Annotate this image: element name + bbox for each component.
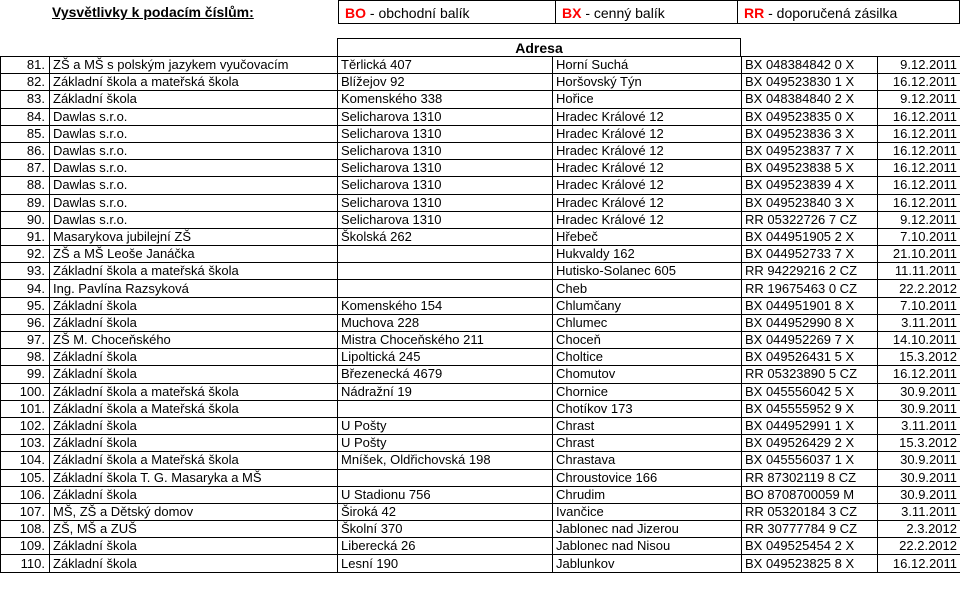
street-cell: Lesní 190 bbox=[338, 555, 553, 572]
street-cell: Blížejov 92 bbox=[338, 74, 553, 91]
tracking-code-cell: BX 049525454 2 X bbox=[742, 538, 878, 555]
row-number-cell: 100. bbox=[1, 383, 50, 400]
street-cell: Těrlická 407 bbox=[338, 57, 553, 74]
tracking-code-cell: RR 87302119 8 CZ bbox=[742, 469, 878, 486]
street-cell: Selicharova 1310 bbox=[338, 177, 553, 194]
tracking-code-cell: BX 044952733 7 X bbox=[742, 246, 878, 263]
city-cell: Horšovský Týn bbox=[553, 74, 742, 91]
tracking-code-cell: BX 044952991 1 X bbox=[742, 417, 878, 434]
recipient-name-cell: Dawlas s.r.o. bbox=[50, 108, 338, 125]
date-cell: 16.12.2011 bbox=[878, 142, 960, 159]
table-row bbox=[1, 452, 960, 469]
tracking-code-cell: BX 049523838 5 X bbox=[742, 160, 878, 177]
date-cell: 30.9.2011 bbox=[878, 452, 960, 469]
table-row bbox=[1, 177, 960, 194]
recipient-name-cell: Základní škola bbox=[50, 349, 338, 366]
date-cell: 30.9.2011 bbox=[878, 400, 960, 417]
table-row bbox=[1, 349, 960, 366]
tracking-code-cell: RR 05320184 3 CZ bbox=[742, 503, 878, 520]
row-number-cell: 106. bbox=[1, 486, 50, 503]
row-number-cell: 86. bbox=[1, 142, 50, 159]
table-row bbox=[1, 57, 960, 74]
tracking-code-cell: BX 045556042 5 X bbox=[742, 383, 878, 400]
city-cell: Hukvaldy 162 bbox=[553, 246, 742, 263]
tracking-code-cell: BX 049523837 7 X bbox=[742, 142, 878, 159]
row-number-cell: 91. bbox=[1, 228, 50, 245]
legend-label: - cenný balík bbox=[581, 5, 665, 21]
tracking-code-cell: BX 048384842 0 X bbox=[742, 57, 878, 74]
table-row bbox=[1, 246, 960, 263]
row-number-cell: 82. bbox=[1, 74, 50, 91]
city-cell: Chornice bbox=[553, 383, 742, 400]
street-cell: U Pošty bbox=[338, 435, 553, 452]
row-number-cell: 110. bbox=[1, 555, 50, 572]
row-number-cell: 109. bbox=[1, 538, 50, 555]
city-cell: Chotíkov 173 bbox=[553, 400, 742, 417]
street-cell: Mistra Choceňského 211 bbox=[338, 332, 553, 349]
street-cell: Selicharova 1310 bbox=[338, 194, 553, 211]
table-row bbox=[1, 555, 960, 572]
tracking-code-cell: RR 30777784 9 CZ bbox=[742, 521, 878, 538]
date-cell: 16.12.2011 bbox=[878, 160, 960, 177]
row-number-cell: 101. bbox=[1, 400, 50, 417]
street-cell: Březenecká 4679 bbox=[338, 366, 553, 383]
date-cell: 11.11.2011 bbox=[878, 263, 960, 280]
parcel-table bbox=[0, 56, 960, 573]
city-cell: Jablonec nad Nisou bbox=[553, 538, 742, 555]
table-row bbox=[1, 263, 960, 280]
table-row bbox=[1, 160, 960, 177]
recipient-name-cell: Základní škola T. G. Masaryka a MŠ bbox=[50, 469, 338, 486]
date-cell: 30.9.2011 bbox=[878, 486, 960, 503]
row-number-cell: 105. bbox=[1, 469, 50, 486]
tracking-code-cell: BX 044951905 2 X bbox=[742, 228, 878, 245]
recipient-name-cell: Dawlas s.r.o. bbox=[50, 160, 338, 177]
city-cell: Chlumčany bbox=[553, 297, 742, 314]
street-cell: Selicharova 1310 bbox=[338, 142, 553, 159]
city-cell: Chomutov bbox=[553, 366, 742, 383]
legend-code: BO bbox=[345, 5, 366, 21]
table-row bbox=[1, 194, 960, 211]
city-cell: Hřebeč bbox=[553, 228, 742, 245]
date-cell: 9.12.2011 bbox=[878, 57, 960, 74]
date-cell: 3.11.2011 bbox=[878, 417, 960, 434]
legend-label: - obchodní balík bbox=[366, 5, 470, 21]
legend-title: Vysvětlivky k podacím číslům: bbox=[52, 4, 254, 20]
tracking-code-cell: BO 8708700059 M bbox=[742, 486, 878, 503]
legend-code: BX bbox=[562, 5, 582, 21]
row-number-cell: 98. bbox=[1, 349, 50, 366]
date-cell: 21.10.2011 bbox=[878, 246, 960, 263]
city-cell: Jablunkov bbox=[553, 555, 742, 572]
table-row bbox=[1, 74, 960, 91]
recipient-name-cell: Dawlas s.r.o. bbox=[50, 125, 338, 142]
street-cell: Liberecká 26 bbox=[338, 538, 553, 555]
street-cell: Selicharova 1310 bbox=[338, 108, 553, 125]
street-cell: Lipoltická 245 bbox=[338, 349, 553, 366]
street-cell: Mníšek, Oldřichovská 198 bbox=[338, 452, 553, 469]
street-cell: Selicharova 1310 bbox=[338, 125, 553, 142]
row-number-cell: 102. bbox=[1, 417, 50, 434]
city-cell: Chrudim bbox=[553, 486, 742, 503]
street-cell: Muchova 228 bbox=[338, 314, 553, 331]
recipient-name-cell: Základní škola bbox=[50, 314, 338, 331]
table-row bbox=[1, 91, 960, 108]
recipient-name-cell: Základní škola bbox=[50, 555, 338, 572]
street-cell bbox=[338, 280, 553, 297]
recipient-name-cell: Základní škola a mateřská škola bbox=[50, 383, 338, 400]
date-cell: 7.10.2011 bbox=[878, 297, 960, 314]
date-cell: 16.12.2011 bbox=[878, 366, 960, 383]
date-cell: 15.3.2012 bbox=[878, 349, 960, 366]
street-cell: Komenského 338 bbox=[338, 91, 553, 108]
city-cell: Chrast bbox=[553, 417, 742, 434]
table-row bbox=[1, 486, 960, 503]
city-cell: Hradec Králové 12 bbox=[553, 177, 742, 194]
recipient-name-cell: Základní škola bbox=[50, 297, 338, 314]
date-cell: 30.9.2011 bbox=[878, 383, 960, 400]
table-row bbox=[1, 297, 960, 314]
table-row bbox=[1, 538, 960, 555]
row-number-cell: 107. bbox=[1, 503, 50, 520]
city-cell: Hradec Králové 12 bbox=[553, 142, 742, 159]
street-cell: Školní 370 bbox=[338, 521, 553, 538]
legend bbox=[0, 0, 960, 24]
city-cell: Hutisko-Solanec 605 bbox=[553, 263, 742, 280]
city-cell: Cheb bbox=[553, 280, 742, 297]
city-cell: Hradec Králové 12 bbox=[553, 125, 742, 142]
recipient-name-cell: Základní škola bbox=[50, 366, 338, 383]
row-number-cell: 84. bbox=[1, 108, 50, 125]
recipient-name-cell: ZŠ M. Choceňského bbox=[50, 332, 338, 349]
table-row bbox=[1, 125, 960, 142]
date-cell: 16.12.2011 bbox=[878, 125, 960, 142]
row-number-cell: 88. bbox=[1, 177, 50, 194]
row-number-cell: 89. bbox=[1, 194, 50, 211]
street-cell: Školská 262 bbox=[338, 228, 553, 245]
recipient-name-cell: Dawlas s.r.o. bbox=[50, 194, 338, 211]
date-cell: 16.12.2011 bbox=[878, 177, 960, 194]
table-row bbox=[1, 142, 960, 159]
recipient-name-cell: Ing. Pavlína Razsyková bbox=[50, 280, 338, 297]
recipient-name-cell: Základní škola a Mateřská škola bbox=[50, 400, 338, 417]
recipient-name-cell: Základní škola bbox=[50, 417, 338, 434]
tracking-code-cell: BX 049523840 3 X bbox=[742, 194, 878, 211]
city-cell: Chrast bbox=[553, 435, 742, 452]
street-cell: Selicharova 1310 bbox=[338, 160, 553, 177]
recipient-name-cell: Základní škola a Mateřská škola bbox=[50, 452, 338, 469]
row-number-cell: 99. bbox=[1, 366, 50, 383]
street-cell: Selicharova 1310 bbox=[338, 211, 553, 228]
tracking-code-cell: BX 049523825 8 X bbox=[742, 555, 878, 572]
recipient-name-cell: Základní škola bbox=[50, 91, 338, 108]
date-cell: 3.11.2011 bbox=[878, 314, 960, 331]
street-cell: U Pošty bbox=[338, 417, 553, 434]
tracking-code-cell: BX 049523839 4 X bbox=[742, 177, 878, 194]
date-cell: 22.2.2012 bbox=[878, 538, 960, 555]
recipient-name-cell: Základní škola bbox=[50, 538, 338, 555]
date-cell: 9.12.2011 bbox=[878, 91, 960, 108]
street-cell: Nádražní 19 bbox=[338, 383, 553, 400]
recipient-name-cell: Základní škola bbox=[50, 435, 338, 452]
table-row bbox=[1, 417, 960, 434]
tracking-code-cell: BX 049523836 3 X bbox=[742, 125, 878, 142]
tracking-code-cell: BX 044952990 8 X bbox=[742, 314, 878, 331]
table-row bbox=[1, 435, 960, 452]
street-cell bbox=[338, 469, 553, 486]
tracking-code-cell: RR 05323890 5 CZ bbox=[742, 366, 878, 383]
row-number-cell: 90. bbox=[1, 211, 50, 228]
recipient-name-cell: Masarykova jubilejní ZŠ bbox=[50, 228, 338, 245]
table-body bbox=[1, 57, 960, 573]
legend-item-bx bbox=[555, 0, 738, 24]
recipient-name-cell: Základní škola bbox=[50, 486, 338, 503]
city-cell: Hradec Králové 12 bbox=[553, 194, 742, 211]
recipient-name-cell: ZŠ a MŠ Leoše Janáčka bbox=[50, 246, 338, 263]
legend-item-bo bbox=[338, 0, 556, 24]
table-row bbox=[1, 469, 960, 486]
tracking-code-cell: BX 044951901 8 X bbox=[742, 297, 878, 314]
row-number-cell: 96. bbox=[1, 314, 50, 331]
tracking-code-cell: BX 045556037 1 X bbox=[742, 452, 878, 469]
row-number-cell: 81. bbox=[1, 57, 50, 74]
row-number-cell: 104. bbox=[1, 452, 50, 469]
row-number-cell: 95. bbox=[1, 297, 50, 314]
date-cell: 9.12.2011 bbox=[878, 211, 960, 228]
city-cell: Hořice bbox=[553, 91, 742, 108]
legend-item-rr bbox=[737, 0, 960, 24]
tracking-code-cell: BX 048384840 2 X bbox=[742, 91, 878, 108]
city-cell: Chroustovice 166 bbox=[553, 469, 742, 486]
street-cell: Široká 42 bbox=[338, 503, 553, 520]
city-cell: Ivančice bbox=[553, 503, 742, 520]
row-number-cell: 103. bbox=[1, 435, 50, 452]
recipient-name-cell: Dawlas s.r.o. bbox=[50, 211, 338, 228]
table-row bbox=[1, 521, 960, 538]
table-row bbox=[1, 280, 960, 297]
legend-label: - doporučená zásilka bbox=[764, 5, 898, 21]
recipient-name-cell: Základní škola a mateřská škola bbox=[50, 263, 338, 280]
row-number-cell: 108. bbox=[1, 521, 50, 538]
table-row bbox=[1, 314, 960, 331]
city-cell: Hradec Králové 12 bbox=[553, 211, 742, 228]
recipient-name-cell: ZŠ, MŠ a ZUŠ bbox=[50, 521, 338, 538]
city-cell: Choceň bbox=[553, 332, 742, 349]
street-cell bbox=[338, 246, 553, 263]
row-number-cell: 92. bbox=[1, 246, 50, 263]
address-header: Adresa bbox=[337, 38, 741, 56]
table-row bbox=[1, 108, 960, 125]
date-cell: 15.3.2012 bbox=[878, 435, 960, 452]
city-cell: Choltice bbox=[553, 349, 742, 366]
table-row bbox=[1, 332, 960, 349]
tracking-code-cell: RR 19675463 0 CZ bbox=[742, 280, 878, 297]
row-number-cell: 83. bbox=[1, 91, 50, 108]
tracking-code-cell: BX 044952269 7 X bbox=[742, 332, 878, 349]
street-cell bbox=[338, 400, 553, 417]
tracking-code-cell: BX 045555952 9 X bbox=[742, 400, 878, 417]
recipient-name-cell: Základní škola a mateřská škola bbox=[50, 74, 338, 91]
recipient-name-cell: Dawlas s.r.o. bbox=[50, 177, 338, 194]
tracking-code-cell: BX 049523835 0 X bbox=[742, 108, 878, 125]
date-cell: 2.3.2012 bbox=[878, 521, 960, 538]
date-cell: 16.12.2011 bbox=[878, 74, 960, 91]
table-row bbox=[1, 503, 960, 520]
date-cell: 22.2.2012 bbox=[878, 280, 960, 297]
recipient-name-cell: MŠ, ZŠ a Dětský domov bbox=[50, 503, 338, 520]
date-cell: 7.10.2011 bbox=[878, 228, 960, 245]
recipient-name-cell: ZŠ a MŠ s polským jazykem vyučovacím bbox=[50, 57, 338, 74]
street-cell: U Stadionu 756 bbox=[338, 486, 553, 503]
date-cell: 16.12.2011 bbox=[878, 555, 960, 572]
city-cell: Chrastava bbox=[553, 452, 742, 469]
date-cell: 14.10.2011 bbox=[878, 332, 960, 349]
date-cell: 30.9.2011 bbox=[878, 469, 960, 486]
city-cell: Horní Suchá bbox=[553, 57, 742, 74]
recipient-name-cell: Dawlas s.r.o. bbox=[50, 142, 338, 159]
tracking-code-cell: BX 049523830 1 X bbox=[742, 74, 878, 91]
legend-code: RR bbox=[744, 5, 765, 21]
row-number-cell: 85. bbox=[1, 125, 50, 142]
city-cell: Chlumec bbox=[553, 314, 742, 331]
table-row bbox=[1, 366, 960, 383]
city-cell: Jablonec nad Jizerou bbox=[553, 521, 742, 538]
tracking-code-cell: RR 94229216 2 CZ bbox=[742, 263, 878, 280]
date-cell: 16.12.2011 bbox=[878, 194, 960, 211]
tracking-code-cell: BX 049526429 2 X bbox=[742, 435, 878, 452]
row-number-cell: 97. bbox=[1, 332, 50, 349]
city-cell: Hradec Králové 12 bbox=[553, 160, 742, 177]
row-number-cell: 94. bbox=[1, 280, 50, 297]
tracking-code-cell: BX 049526431 5 X bbox=[742, 349, 878, 366]
table-row bbox=[1, 211, 960, 228]
street-cell bbox=[338, 263, 553, 280]
date-cell: 16.12.2011 bbox=[878, 108, 960, 125]
street-cell: Komenského 154 bbox=[338, 297, 553, 314]
row-number-cell: 93. bbox=[1, 263, 50, 280]
tracking-code-cell: RR 05322726 7 CZ bbox=[742, 211, 878, 228]
date-cell: 3.11.2011 bbox=[878, 503, 960, 520]
table-row bbox=[1, 383, 960, 400]
city-cell: Hradec Králové 12 bbox=[553, 108, 742, 125]
table-row bbox=[1, 228, 960, 245]
table-row bbox=[1, 400, 960, 417]
row-number-cell: 87. bbox=[1, 160, 50, 177]
